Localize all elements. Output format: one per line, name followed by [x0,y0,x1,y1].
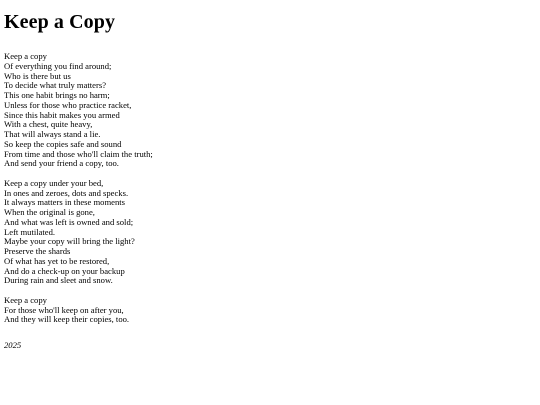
poem-title: Keep a Copy [4,11,116,33]
poem-year: 2025 [4,340,22,351]
poem-line: Of everything you find around; [4,60,112,71]
stanza-3 [4,296,534,325]
poem-line: It always matters in these moments [4,197,126,208]
poem-line: Keep a copy under your bed, [4,177,104,188]
poem-line: From time and those who'll claim the truth; [4,148,153,159]
page [4,0,534,350]
poem-line: Keep a copy [4,51,47,61]
poem-line: Left mutilated. [4,226,56,237]
poem-line: With a chest, quite heavy, [4,119,93,130]
poem-line: This one habit brings no harm; [4,90,110,100]
poem-line: That will always stand a lie. [4,129,101,139]
poem-line: To decide what truly matters? [4,80,107,91]
stanza-2 [4,179,534,286]
poem-line: Since this habit makes you armed [4,109,120,120]
poem-line: And do a check-up on your backup [4,265,125,276]
poem-line: And they will keep their copies, too. [4,314,130,325]
poem-line: And send your friend a copy, too. [4,158,119,169]
poem-line: For those who'll keep on after you, [4,304,124,315]
poem-line: Preserve the shards [4,246,71,257]
poem-line: Maybe your copy will bring the light? [4,236,135,247]
poem-line: During rain and sleet and snow. [4,275,113,286]
poem-body [4,52,534,350]
poem-line: Keep a copy [4,294,47,305]
poem-line: And what was left is owned and sold; [4,216,134,227]
poem-line: Unless for those who practice racket, [4,99,132,110]
poem-line: So keep the copies safe and sound [4,138,122,149]
poem-line: Of what has yet to be restored, [4,255,110,266]
poem-line: In ones and zeroes, dots and specks. [4,187,129,198]
poem-line: When the original is gone, [4,207,95,218]
poem-line: Who is there but us [4,70,71,81]
stanza-1 [4,52,534,169]
